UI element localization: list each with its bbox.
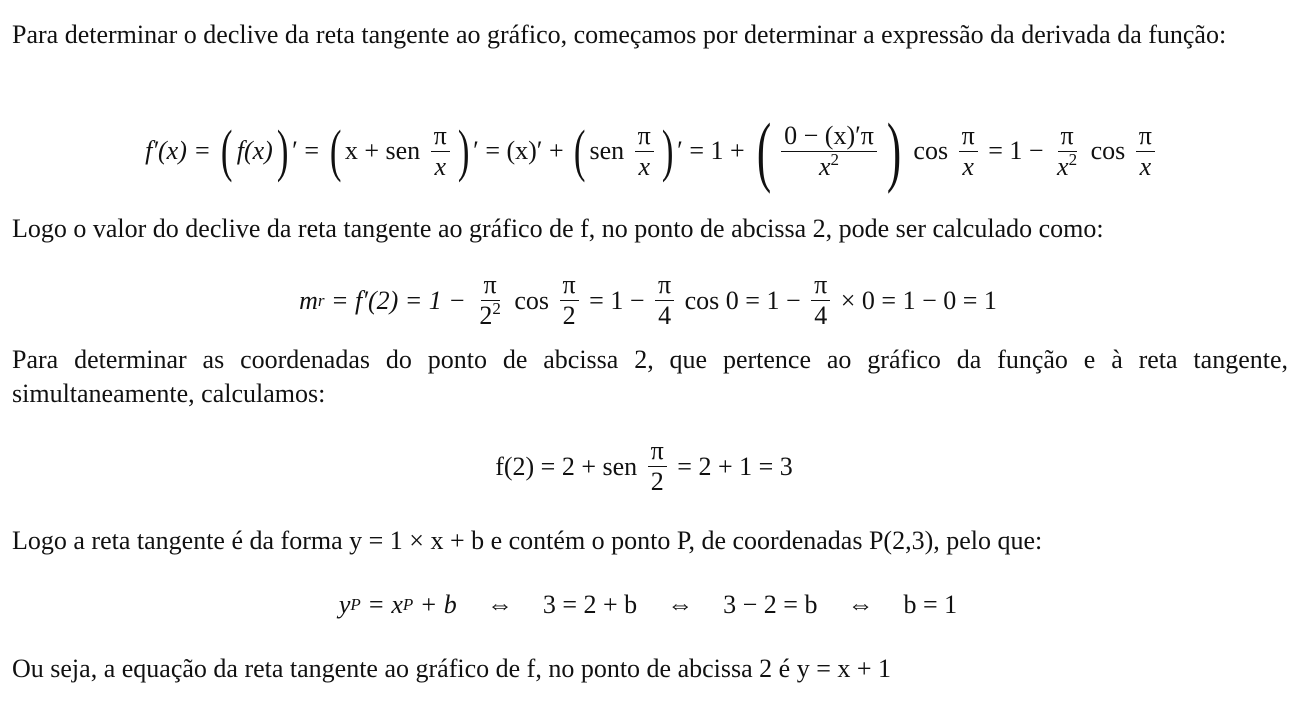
eq1-bigparen-close: ) <box>886 107 902 194</box>
eq1-paren-open3: ( <box>574 118 586 183</box>
paragraph-derivative-intro-text: Para determinar o declive da reta tangente ao gráfico, começamos por determinar a expressão da derivada da função: <box>12 20 1227 49</box>
paragraph-conclusion <box>12 652 1288 686</box>
eq1-frac-pi-x: $\frac{\pi}{x}$ <box>431 121 450 182</box>
equation-slope: m r = f′(2) = 1 − $\frac{\pi}{2^2}$ cos $\frac{\pi}{2}$ = 1 − $\frac{\pi}{4}$ cos 0 = 1 − $\frac{\pi}{4}$ × 0 = 1 − 0 = 1 <box>299 270 997 330</box>
eq1-bigparen-open: ( <box>756 107 772 194</box>
equation-point <box>0 436 1296 497</box>
eq1-sen: sen <box>589 136 631 165</box>
eq4-plus-b: + b <box>413 590 457 619</box>
eq2-m: m <box>299 285 318 315</box>
eq1-frac-pi-x-4: $\frac{\pi}{x}$ <box>1136 121 1155 182</box>
eq1-cos-2: cos <box>1084 136 1132 165</box>
eq1-paren-open: ( <box>221 118 233 183</box>
eq2-result: × 0 = 1 − 0 = 1 <box>834 285 997 315</box>
eq2-frac-pi-4: $\frac{\pi}{4}$ <box>655 270 674 331</box>
eq2-fprime2: = f′(2) = 1 − <box>324 285 473 315</box>
eq1-one-minus: = 1 − <box>981 136 1051 165</box>
eq1-paren-close3: ) <box>661 118 674 183</box>
equation-intercept: y P = x P + b ⇔ 3 = 2 + b ⇔ 3 − 2 = b ⇔ b = 1 <box>0 588 1300 622</box>
eq2-frac-pi-2: $\frac{\pi}{2}$ <box>560 270 579 331</box>
eq2-cos0: cos 0 = 1 − <box>678 285 808 315</box>
eq1-sum-rule: ′ = (x)′ + <box>473 136 571 165</box>
eq4-iff-1: ⇔ <box>486 590 513 619</box>
eq1-paren-close: ) <box>276 118 289 183</box>
paragraph-point-intro <box>12 343 1288 411</box>
paragraph-line-form <box>12 524 1288 558</box>
eq3-frac-pi-2: $\frac{\pi}{2}$ <box>648 436 667 497</box>
eq3-result: = 2 + 1 = 3 <box>670 451 793 481</box>
eq4-x: = x <box>360 590 403 619</box>
eq1-prime-eq: ′ = <box>292 136 326 165</box>
eq1-paren-close2: ) <box>457 118 470 183</box>
paragraph-derivative-intro <box>12 18 1288 52</box>
eq4-iff-2: ⇔ <box>667 590 694 619</box>
eq4-step1: 3 = 2 + b <box>542 590 638 619</box>
paragraph-point-intro-text: Para determinar as coordenadas do ponto de abcissa 2, que pertence ao gráfico da função e à reta tangente, simultaneamente, calculamos: <box>12 345 1288 408</box>
eq1-frac-pi-x2: $\frac{\pi}{x^2}$ <box>1057 120 1078 181</box>
eq1-fx: f(x) <box>236 136 273 165</box>
eq1-paren-open2: ( <box>329 118 341 183</box>
equation-derivative <box>0 107 1304 194</box>
eq4-y: y <box>338 590 351 619</box>
eq4-step3: b = 1 <box>903 590 958 619</box>
eq1-frac-pi-x-3: $\frac{\pi}{x}$ <box>959 121 978 182</box>
eq1-lhs: f′(x) = <box>145 136 218 165</box>
eq1-frac-quotient: $\frac{0 - (x)'\pi}{x^2}$ <box>781 121 877 182</box>
paragraph-slope-intro-text: Logo o valor do declive da reta tangente ao gráfico de f, no ponto de abcissa 2, pode ser calculado como: <box>12 214 1104 243</box>
eq2-frac-pi-2sq: $\frac{\pi}{2^2}$ <box>479 270 501 330</box>
eq3-f2: f(2) = 2 + sen <box>495 451 644 481</box>
eq2-cos: cos <box>507 285 556 315</box>
paragraph-conclusion-text: Ou seja, a equação da reta tangente ao gráfico de f, no ponto de abcissa 2 é y = x + 1 <box>12 654 892 683</box>
eq2-one-minus: = 1 − <box>582 285 651 315</box>
paragraph-line-form-text: Logo a reta tangente é da forma y = 1 × x + b e contém o ponto P, de coordenadas P(2,3), pelo que: <box>12 526 1043 555</box>
eq1-x-plus-sen: x + sen <box>344 136 427 165</box>
eq2-frac-pi-4-2: $\frac{\pi}{4}$ <box>811 270 830 331</box>
eq4-iff-3: ⇔ <box>847 590 874 619</box>
eq1-frac-pi-x-2: $\frac{\pi}{x}$ <box>635 121 654 182</box>
eq1-cos: cos <box>906 136 955 165</box>
eq4-step2: 3 − 2 = b <box>723 590 818 619</box>
paragraph-slope-intro <box>12 212 1288 246</box>
eq1-one-plus: ′ = 1 + <box>677 136 752 165</box>
